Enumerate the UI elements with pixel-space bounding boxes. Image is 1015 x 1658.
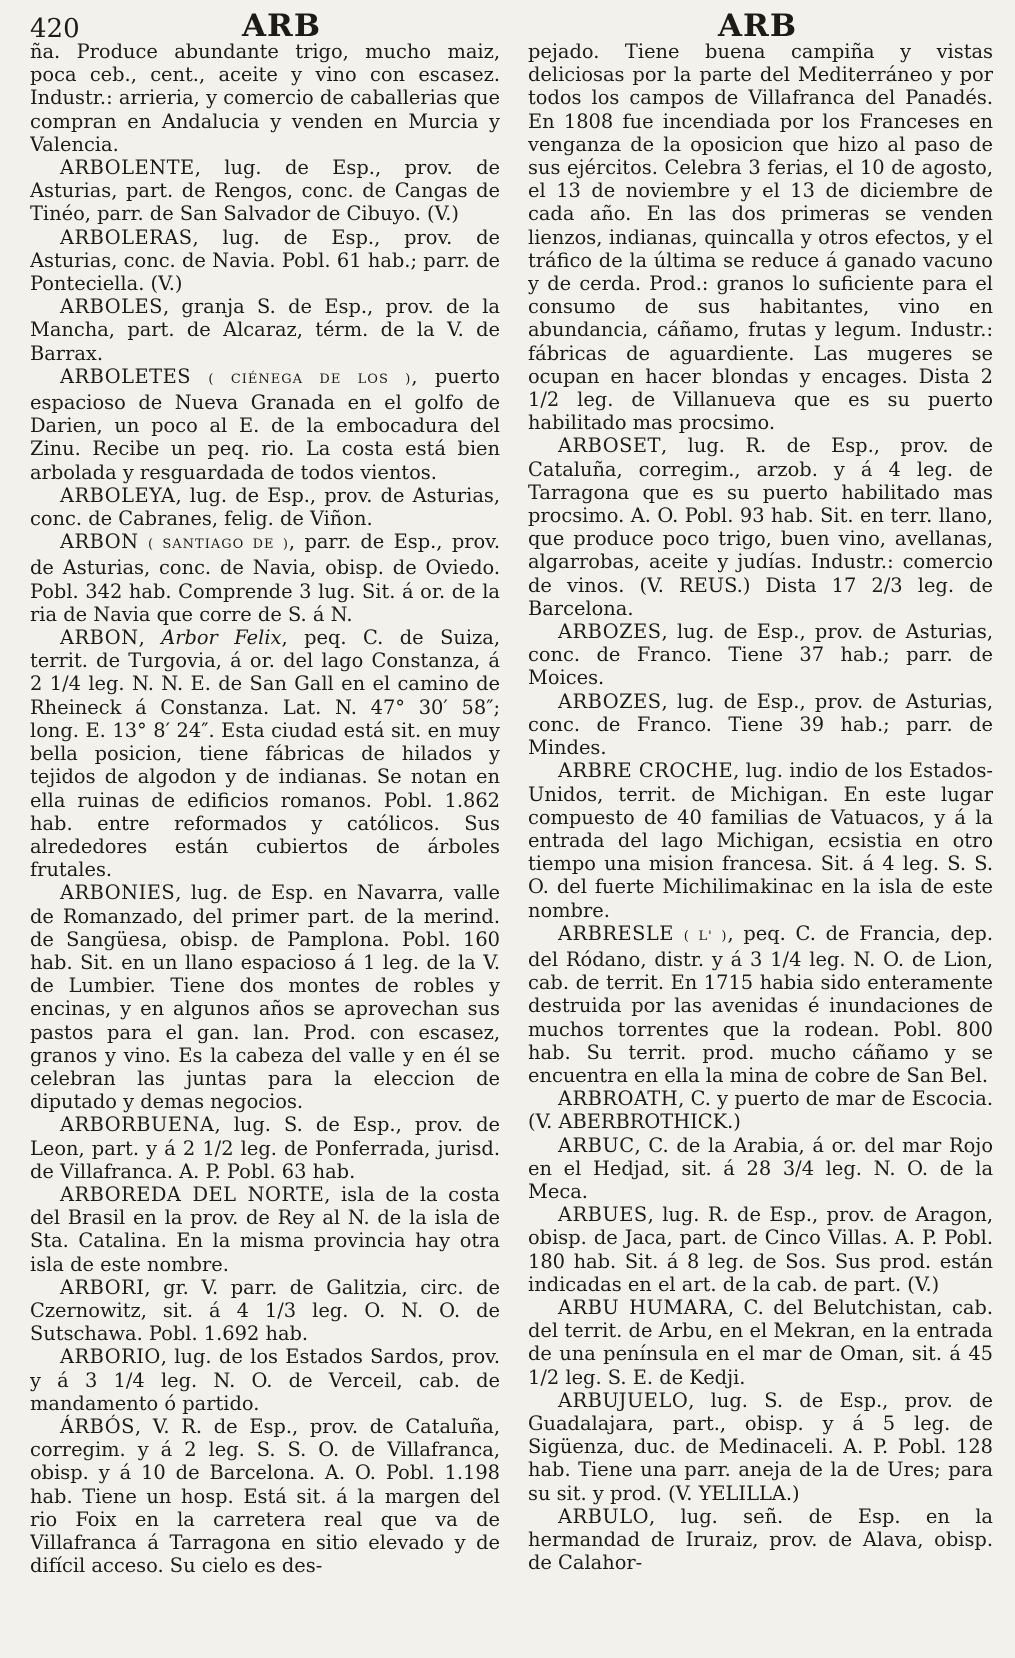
dictionary-entry [528, 1296, 993, 1389]
dictionary-entry: ARBON, Arbor Felix, peq. C. de Suiza, territ. de Turgovia, á or. del lago Constanza, á 2 1/4 leg. N. N. E. de San Gall en el camino de Rheineck á Constanza. Lat. N. 47° 30′ 58″; long. E. 13° 8′ 24″. Esta ciudad está sit. en muy bella posicion, tiene fábricas de hilados y tejidos de algodon y de indianas. Se notan en ella ruinas de edificios romanos. Pobl. 1.862 hab. entre reformados y católicos. Sus alrededores están cubiertos de árboles frutales. [30, 626, 500, 882]
entry-body: , parr. de Esp., prov. de Asturias, conc. de Navia, obisp. de Oviedo. Pobl. 342 hab. Comprende 3 lug. Sit. á or. de la ria de Navia que corre de S. á N. [30, 530, 500, 626]
dictionary-entry [528, 434, 993, 620]
dictionary-entry [30, 1415, 500, 1577]
dictionary-entry [30, 881, 500, 1113]
entry-body: , peq. C. de Francia, dep. del Ródano, distr. y á 3 1/4 leg. N. O. de Lion, cab. de territ. En 1715 habia sido enteramente destruida por las avenidas é inundaciones de muchos torrentes que la rodean. Pobl. 800 hab. Su territ. prod. mucho cáñamo y se encuentra en ella la mina de cobre de San Bel. [528, 921, 993, 1087]
entry-headword: ARBOZES [558, 689, 662, 713]
dictionary-entry [30, 226, 500, 296]
entry-latin-name: Arbor Felix [161, 626, 282, 650]
entry-body: , V. R. de Esp., prov. de Cataluña, corregim. y á 2 leg. S. S. O. de Villafranca, obisp. y á 10 de Barcelona. A. O. Pobl. 1.198 hab. Tiene un hosp. Está sit. á la margen del rio Foix en la carretera real que va de Villafranca á Tarragona en sitio elevado y de difícil acceso. Su cielo es des- [30, 1414, 500, 1578]
entry-body: , granja S. de Esp., prov. de la Mancha, part. de Alcaraz, térm. de la V. de Barrax. [30, 295, 500, 365]
page-number: 420 [30, 14, 80, 44]
dictionary-entry [528, 1134, 993, 1204]
entry-qualifier: ( CIÉNEGA DE LOS ) [208, 371, 412, 387]
entry-headword: ARBOLETES [60, 364, 192, 388]
entry-body: , lug. de Esp., prov. de Asturias, part. de Rengos, conc. de Cangas de Tinéo, parr. de San Salvador de Cibuyo. (V.) [30, 156, 500, 226]
entry-body: , lug. R. de Esp., prov. de Cataluña, corregim., arzob. y á 4 leg. de Tarragona que es su puerto habilitado mas procsimo. A. O. Pobl. 93 hab. Sit. en terr. llano, que produce poco trigo, buen vino, avellanas, algarrobas, aceite y judías. Industr.: comercio de vinos. (V. REUS.) Dista 17 2/3 leg. de Barcelona. [528, 434, 993, 620]
dictionary-entry [528, 1505, 993, 1575]
dictionary-entry [30, 365, 500, 484]
entry-headword: ARBOZES [558, 620, 662, 644]
entry-body: , lug. R. de Esp., prov. de Aragon, obisp. de Jaca, part. de Cinco Villas. A. P. Pobl. 180 hab. Sit. á 8 leg. de Sos. Sus prod. están indicadas en el art. de la cab. de part. (V.) [528, 1203, 993, 1296]
entry-headword: ARBORI [60, 1275, 145, 1299]
entry-headword: ARBRESLE [558, 921, 674, 945]
continued-entry-text [528, 40, 993, 434]
dictionary-entry [30, 1113, 500, 1183]
entry-body: , lug. S. de Esp., prov. de Leon, part. y á 2 1/2 leg. de Ponferrada, jurisd. de Villafranca. A. P. Pobl. 63 hab. [30, 1113, 500, 1183]
entry-qualifier: ( L' ) [683, 928, 728, 944]
right-running-headword: ARB [718, 8, 798, 44]
entry-headword: ARBUES [558, 1203, 648, 1227]
entry-body: ña. Produce abundante trigo, mucho maiz, poca ceb., cent., aceite y vino con escasez. Industr.: arrieria, y comercio de caballerias que compran en Andalucia y venden en Murcia y Valencia. [30, 40, 500, 156]
dictionary-entry [528, 1087, 993, 1133]
left-running-headword: ARB [242, 8, 322, 44]
entry-headword: ARBOLENTE [60, 156, 195, 180]
dictionary-entry [30, 1183, 500, 1276]
dictionary-entry [528, 690, 993, 760]
entry-body: , C. y puerto de mar de Escocia. (V. ABERBROTHICK.) [528, 1087, 993, 1134]
entry-body: , isla de la costa del Brasil en la prov. de Rey al N. de la isla de Sta. Catalina. En la misma provincia hay otra isla de este nombre. [30, 1182, 500, 1276]
dictionary-entry [30, 530, 500, 626]
entry-headword: ARBU HUMARA [558, 1295, 728, 1319]
entry-headword: ARBORBUENA [60, 1113, 215, 1137]
entry-headword: ARBON [60, 626, 139, 650]
continued-entry-text [30, 40, 500, 156]
entry-body: , C. del Belutchistan, cab. del territ. de Arbu, en el Mekran, en la entrada de una península en el mar de Oman, sit. á 45 1/2 leg. S. E. de Kedji. [528, 1295, 993, 1389]
dictionary-entry [528, 759, 993, 921]
dictionary-entry [30, 156, 500, 226]
entry-headword: ARBOLES [60, 295, 163, 319]
entry-body: , lug. indio de los Estados-Unidos, territ. de Michigan. En este lugar compuesto de 40 familias de Vatuacos, y á la entrada del lago Michigan, ecsistia en otro tiempo una mision francesa. Sit. á 4 leg. S. S. O. del fuerte Michilimakinac en la isla de este nombre. [528, 759, 993, 922]
dictionary-entry [30, 295, 500, 365]
entry-body: , puerto espacioso de Nueva Granada en el golfo de Darien, un poco al E. de la embocadura del Zinu. Recibe un peq. rio. La costa está bien arbolada y resguardada de todos vientos. [30, 364, 500, 484]
entry-body: , lug. de los Estados Sardos, prov. y á 3 1/4 leg. N. O. de Verceil, cab. de mandamento ó partido. [30, 1345, 500, 1415]
entry-headword: ARBOLERAS [60, 225, 193, 249]
entry-headword: ÁRBÓS [60, 1414, 135, 1438]
dictionary-entry [528, 1389, 993, 1505]
entry-qualifier: ( SANTIAGO DE ) [147, 537, 289, 553]
entry-body: , C. de la Arabia, á or. del mar Rojo en el Hedjad, sit. á 28 3/4 leg. N. O. de la Meca. [528, 1133, 993, 1203]
entry-body: , peq. C. de Suiza, territ. de Turgovia, á or. del lago Constanza, á 2 1/4 leg. N. N. E. de San Gall en el camino de Rheineck á Constanza. Lat. N. 47° 30′ 58″; long. E. 13° 8′ 24″. Esta ciudad está sit. en muy bella posicion, tiene fábricas de hilados y tejidos de algodon y de indianas. Se notan en ella ruinas de edificios romanos. Pobl. 1.862 hab. entre reformados y católicos. Sus alrededores están cubiertos de árboles frutales. [30, 626, 500, 882]
entry-headword: ARBULO [558, 1504, 649, 1528]
dictionary-entry [528, 922, 993, 1087]
entry-body: , lug. señ. de Esp. en la hermandad de Iruraiz, prov. de Alava, obisp. de Calahor- [528, 1504, 993, 1575]
entry-body: , gr. V. parr. de Galitzia, circ. de Czernowitz, sit. á 4 1/3 leg. O. N. O. de Sutschawa. Pobl. 1.692 hab. [30, 1275, 500, 1346]
dictionary-entry [30, 1276, 500, 1346]
entry-headword: ARBUC [558, 1133, 635, 1157]
entry-headword: ARBOSET [558, 434, 661, 458]
entry-body: , lug. de Esp. en Navarra, valle de Romanzado, del primer part. de la merind. de Sangüesa, obisp. de Pamplona. Pobl. 160 hab. Sit. en un llano espacioso á 1 leg. de la V. de Lumbier. Tiene dos montes de robles y encinas, y en algunos años se aprovechan sus pastos para el gan. lan. Prod. con escasez, granos y vino. Es la cabeza del valle y en él se celebran las juntas para la eleccion de diputado y demas negocios. [30, 881, 500, 1114]
dictionary-entry [528, 620, 993, 690]
entry-body: pejado. Tiene buena campiña y vistas deliciosas por la parte del Mediterráneo y por todos los campos de Villafranca del Panadés. En 1808 fue incendiada por los Franceses en venganza de la oposicion que hizo al paso de sus ejércitos. Celebra 3 ferias, el 10 de agosto, el 13 de noviembre y el 13 de diciembre de cada año. En las dos primeras se venden lienzos, indianas, quincalla y otros efectos, y el tráfico de la última se reduce á ganado vacuno y de cerda. Prod.: granos lo suficiente para el consumo de sus habitantes, vino en abundancia, cáñamo, frutas y legum. Industr.: fábricas de aguardiente. Las mugeres se ocupan en hacer blondas y encages. Dista 2 1/2 leg. de Villanueva que es su puerto habilitado mas procsimo. [528, 40, 993, 435]
right-column [528, 40, 993, 1652]
entry-headword: ARBUJUELO [558, 1388, 689, 1412]
entry-body: , lug. de Esp., prov. de Asturias, conc. de Franco. Tiene 39 hab.; parr. de Mindes. [528, 689, 993, 760]
entry-headword: ARBROATH [558, 1087, 679, 1111]
dictionary-entry [30, 1345, 500, 1415]
entry-body: , lug. S. de Esp., prov. de Guadalajara, part., obisp. y á 5 leg. de Sigüenza, duc. de Medinaceli. A. P. Pobl. 128 hab. Tiene una parr. aneja de la de Ures; para su sit. y prod. (V. YELILLA.) [528, 1388, 993, 1505]
left-column [30, 40, 500, 1652]
entry-headword: ARBOLEYA [60, 483, 176, 507]
entry-headword: ARBONIES [60, 881, 176, 905]
dictionary-entry [30, 484, 500, 530]
dictionary-entry [528, 1203, 993, 1296]
entry-headword: ARBORIO [60, 1345, 161, 1369]
entry-headword: ARBRE CROCHE [558, 759, 734, 783]
entry-headword: ARBOREDA DEL NORTE [60, 1182, 325, 1206]
entry-body: , lug. de Esp., prov. de Asturias, conc. de Franco. Tiene 37 hab.; parr. de Moices. [528, 620, 993, 690]
entry-headword: ARBON [60, 530, 139, 554]
entry-body: , lug. de Esp., prov. de Asturias, conc. de Navia. Pobl. 61 hab.; parr. de Ponteciella. (V.) [30, 225, 500, 296]
entry-body: , lug. de Esp., prov. de Asturias, conc. de Cabranes, felig. de Viñon. [30, 483, 500, 531]
